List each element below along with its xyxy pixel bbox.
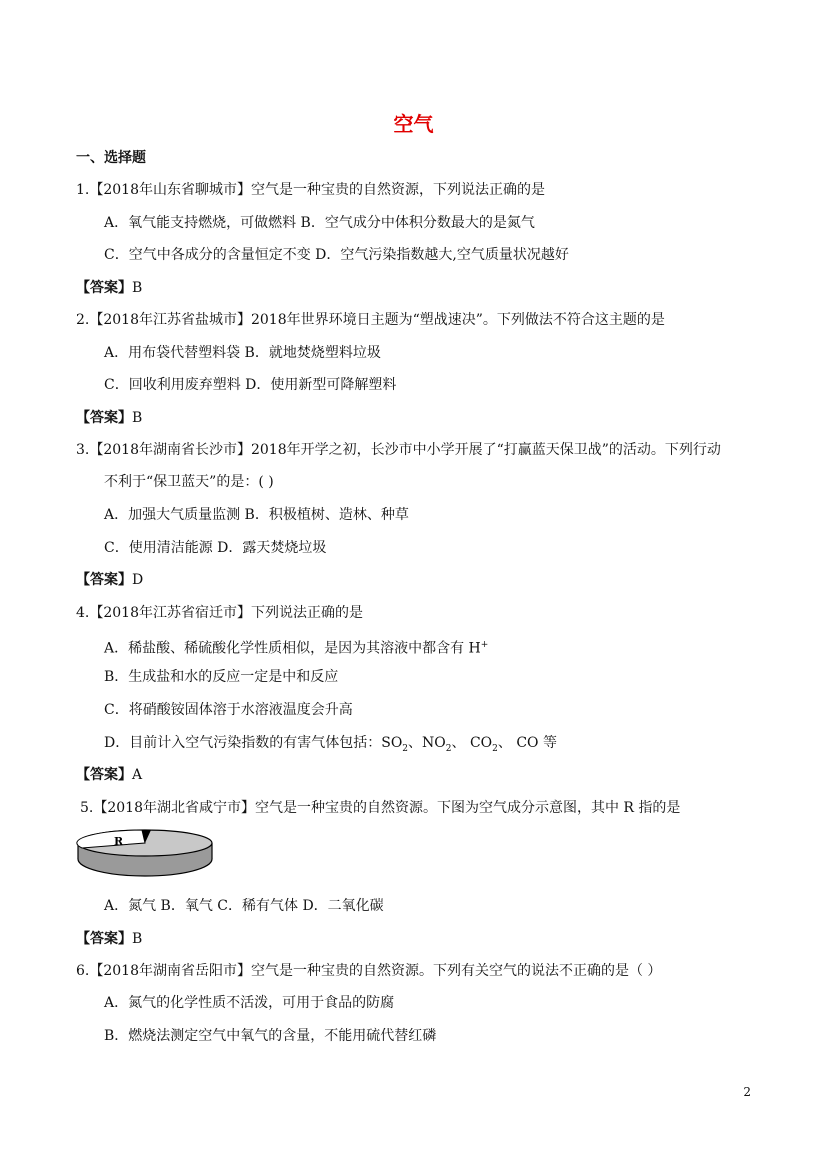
answer-value: B (132, 410, 143, 426)
superscript-plus: + (480, 640, 489, 650)
answer-label: 【答案】 (76, 572, 132, 588)
q5-options: A．氮气 B．氧气 C．稀有气体 D．二氧化碳 (104, 898, 384, 914)
option-d-text: 、 CO 等 (497, 735, 557, 751)
q5-stem: 5.【2018年湖北省咸宁市】空气是一种宝贵的自然资源。下图为空气成分示意图，其中 R 指的是 (80, 800, 681, 816)
answer-label: 【答案】 (76, 280, 132, 296)
subscript: 2 (492, 743, 498, 754)
air-composition-disk-figure (76, 828, 214, 878)
figure-label-r: R (114, 835, 124, 848)
answer-label: 【答案】 (76, 410, 132, 426)
q5-answer (76, 929, 142, 949)
q1-options-row2: C．空气中各成分的含量恒定不变 D．空气污染指数越大,空气质量状况越好 (104, 247, 569, 263)
section-heading: 一、选择题 (76, 150, 146, 166)
page-title: 空气 (393, 112, 434, 136)
q3-options-row2: C．使用清洁能源 D．露天焚烧垃圾 (104, 540, 327, 556)
q6-option-a: A．氮气的化学性质不活泼，可用于食品的防腐 (104, 995, 395, 1011)
q4-stem: 4.【2018年江苏省宿迁市】下列说法正确的是 (76, 605, 363, 621)
answer-value: A (132, 767, 143, 783)
option-d-text: 、NO (408, 735, 446, 751)
q1-answer (76, 278, 142, 298)
q3-stem-continued: 不利于“保卫蓝天”的是：( ) (104, 474, 274, 490)
answer-value: D (132, 572, 144, 588)
answer-value: B (132, 280, 143, 296)
q2-options-row2: C．回收利用废弃塑料 D．使用新型可降解塑料 (104, 377, 397, 393)
q1-stem: 1.【2018年山东省聊城市】空气是一种宝贵的自然资源，下列说法正确的是 (76, 182, 545, 198)
q4-option-b: B．生成盐和水的反应一定是中和反应 (104, 669, 339, 685)
subscript: 2 (445, 743, 452, 754)
q6-stem: 6.【2018年湖南省岳阳市】空气是一种宝贵的自然资源。下列有关空气的说法不正确的是（ ） (76, 963, 662, 979)
q4-option-c: C．将硝酸铵固体溶于水溶液温度会升高 (104, 702, 353, 718)
q2-answer (76, 408, 142, 428)
q4-answer (76, 765, 142, 785)
q3-stem: 3.【2018年湖南省长沙市】2018年开学之初，长沙市中小学开展了“打赢蓝天保卫战”的活动。下列行动 (76, 442, 721, 458)
option-d-text: 、 CO (451, 735, 493, 751)
q1-options-row1: A．氧气能支持燃烧，可做燃料 B．空气成分中体积分数最大的是氮气 (104, 215, 535, 231)
q4-option-d (104, 733, 557, 759)
q6-option-b: B．燃烧法测定空气中氧气的含量，不能用硫代替红磷 (104, 1028, 437, 1044)
option-d-text: D．目前计入空气污染指数的有害气体包括：SO (104, 735, 403, 751)
q2-options-row1: A．用布袋代替塑料袋 B．就地焚烧塑料垃圾 (104, 345, 381, 361)
q3-answer (76, 570, 143, 590)
q3-options-row1: A．加强大气质量监测 B．积极植树、造林、种草 (104, 507, 409, 523)
page-number: 2 (743, 1085, 751, 1099)
option-a-text: A．稀盐酸、稀硫酸化学性质相似，是因为其溶液中都含有 H (104, 640, 481, 657)
q2-stem: 2.【2018年江苏省盐城市】2018年世界环境日主题为“塑战速决”。下列做法不符合这主题的是 (76, 312, 665, 328)
answer-label: 【答案】 (76, 931, 132, 947)
answer-label: 【答案】 (76, 767, 132, 783)
subscript: 2 (402, 743, 409, 754)
q4-option-a (104, 635, 488, 659)
answer-value: B (132, 931, 143, 947)
